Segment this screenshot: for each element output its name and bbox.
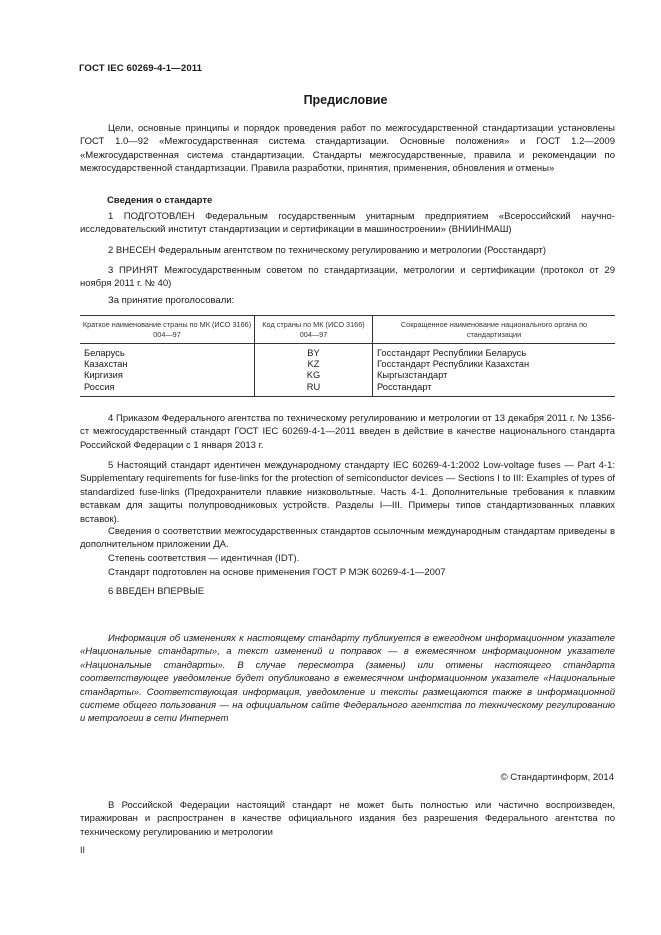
voting-table xyxy=(80,315,615,397)
page-number: II xyxy=(80,845,86,855)
column-header-body: Сокращенное наименование национального органа по стандартизации xyxy=(373,316,616,344)
standards-bodies-cell: Госстандарт Республики Беларусь Госстандарт Республики Казахстан Кыргызстандарт Росстандарт xyxy=(373,344,616,397)
document-code-header: ГОСТ IEC 60269-4-1—2011 xyxy=(79,63,203,74)
column-header-code: Код страны по МК (ИСО 3166) 004—97 xyxy=(255,316,373,344)
info-notice: Информация об изменениях к настоящему стандарту публикуется в ежегодном информационном указателе «Национальные стандарты», а текст изменений и поправок — в ежемесячном информационном указателе «Национальные стандарты». В случае пересмотра (замены) или отмены настоящего стандарта соответствующее уведомление будет опубликовано в ежемесячном информационном указателе «Национальные стандарты». Соответствующая информация, уведомление и тексты размещаются также в информационной системе общего пользования — на официальном сайте Федерального агентства по техническому регулированию и метрологии в сети Интернет xyxy=(80,633,615,725)
country-codes-cell: BY KZ KG RU xyxy=(255,344,373,397)
page-title: Предисловие xyxy=(303,93,388,107)
item-5-basis: Стандарт подготовлен на основе применения ГОСТ Р МЭК 60269-4-1—2007 xyxy=(108,567,446,578)
item-5-identical: 5 Настоящий стандарт идентичен международному стандарту IEC 60269-4-1:2002 Low-voltage fuses — Part 4-1: Supplementary requirements for fuse-links for the protection of semiconductor devices — Sections I to III: Examples of types of standardized fuse-links (Предохранители плавкие низковольтные. Часть 4-1. Дополнительные требования к плавким вставкам для защиты полупроводниковых устройств. Разделы I—III. Примеры типов стандартизованных плавких вставок). xyxy=(80,460,615,525)
item-1-prepared: 1 ПОДГОТОВЛЕН Федеральным государственным унитарным предприятием «Всероссийский научно-исследовательский институт стандартизации и сертификации в машиностроении» (ВНИИНМАШ) xyxy=(80,211,615,236)
item-4-order: 4 Приказом Федерального агентства по техническому регулированию и метрологии от 13 декабря 2011 г. № 1356-ст межгосударственный стандарт ГОСТ IEC 60269-4-1—2011 введен в действие в качестве национального стандарта Российской Федерации с 1 января 2013 г. xyxy=(80,413,615,451)
item-5-note: Сведения о соответствии межгосударственных стандартов ссылочным международным стандартам приведены в дополнительном приложении ДА. xyxy=(80,526,615,551)
item-6-first-introduced: 6 ВВЕДЕН ВПЕРВЫЕ xyxy=(108,586,205,597)
section-title: Сведения о стандарте xyxy=(107,195,213,206)
table-header-row xyxy=(80,316,615,344)
item-5-degree: Степень соответствия — идентичная (IDT). xyxy=(108,553,300,564)
copyright: © Стандартинформ, 2014 xyxy=(500,772,614,783)
item-2-introduced: 2 ВНЕСЕН Федеральным агентством по техническому регулированию и метрологии (Росстандарт) xyxy=(108,245,547,256)
item-3-adopted: 3 ПРИНЯТ Межгосударственным советом по стандартизации, метрологии и сертификации (протокол от 29 ноября 2011 г. № 40) xyxy=(80,265,615,290)
vote-intro: За принятие проголосовали: xyxy=(108,295,235,306)
intro-paragraph: Цели, основные принципы и порядок проведения работ по межгосударственной стандартизации установлены ГОСТ 1.0—92 «Межгосударственная система стандартизации. Основные положения» и ГОСТ 1.2—2009 «Межгосударственная система стандартизации. Стандарты межгосударственные, правила и рекомендации по межгосударственной стандартизации. Правила разработки, принятия, применения, обновления и отмены» xyxy=(80,123,615,175)
country-names-cell: Беларусь Казахстан Киргизия Россия xyxy=(80,344,255,397)
column-header-country: Краткое наименование страны по МК (ИСО 3166) 004—97 xyxy=(80,316,255,344)
table-row xyxy=(80,344,615,397)
legal-notice: В Российской Федерации настоящий стандарт не может быть полностью или частично воспроизведен, тиражирован и распространен в качестве официального издания без разрешения Федерального агентства по техническому регулированию и метрологии xyxy=(80,800,615,838)
